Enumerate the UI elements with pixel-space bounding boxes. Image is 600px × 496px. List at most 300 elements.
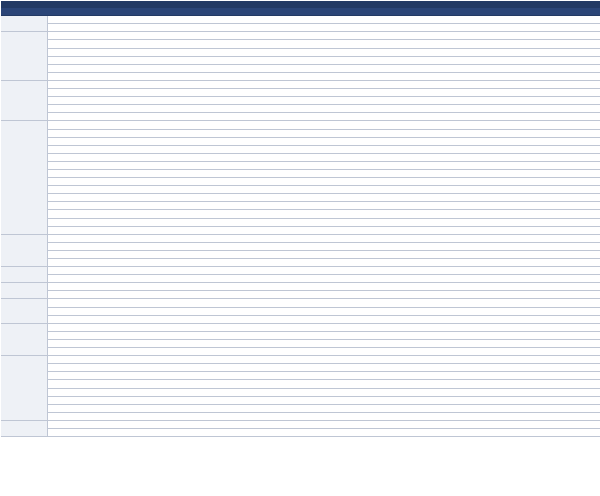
table-row <box>1 153 600 161</box>
ag-eq-cell <box>495 226 533 234</box>
zinc-cell <box>423 40 458 48</box>
number-cell <box>47 40 83 48</box>
number-cell <box>47 153 83 161</box>
silver-cell <box>344 121 388 129</box>
ag-eq-cell <box>495 129 533 137</box>
to-cell <box>193 380 229 388</box>
lead-cell <box>388 323 423 331</box>
from-cell <box>157 72 193 80</box>
silver-cell <box>344 194 388 202</box>
zinc-cell <box>423 202 458 210</box>
zinc-cell <box>423 242 458 250</box>
interval-cell <box>229 275 267 283</box>
lead-cell <box>388 307 423 315</box>
true-width-cell <box>267 299 309 307</box>
gold-cell <box>309 97 344 105</box>
true-width-cell <box>267 356 309 364</box>
ag-eq-cell <box>495 364 533 372</box>
unit-number <box>47 8 83 16</box>
header-label-row <box>1 1 600 8</box>
number-cell <box>47 161 83 169</box>
from-cell <box>157 178 193 186</box>
ag-eq-cell <box>495 218 533 226</box>
ag-eq-cell <box>495 259 533 267</box>
from-cell <box>157 56 193 64</box>
vein-cell <box>533 242 600 250</box>
zinc-cell <box>423 396 458 404</box>
ag-eq-cell <box>495 356 533 364</box>
hole-id-cell <box>83 412 157 420</box>
lead-cell <box>388 283 423 291</box>
to-cell <box>193 161 229 169</box>
platform-cell <box>1 283 47 299</box>
zinc-cell <box>423 356 458 364</box>
lead-cell <box>388 24 423 32</box>
lead-cell <box>388 105 423 113</box>
lead-cell <box>388 32 423 40</box>
ag-eq-cell <box>495 242 533 250</box>
from-cell <box>157 299 193 307</box>
lead-cell <box>388 348 423 356</box>
copper-cell <box>458 80 495 88</box>
silver-cell <box>344 105 388 113</box>
hole-id-cell <box>83 145 157 153</box>
ag-eq-cell <box>495 331 533 339</box>
copper-cell <box>458 226 495 234</box>
gold-cell <box>309 323 344 331</box>
gold-cell <box>309 315 344 323</box>
to-cell <box>193 97 229 105</box>
from-cell <box>157 129 193 137</box>
gold-cell <box>309 48 344 56</box>
copper-cell <box>458 210 495 218</box>
hole-id-cell <box>83 242 157 250</box>
to-cell <box>193 169 229 177</box>
to-cell <box>193 283 229 291</box>
hole-id-cell <box>83 348 157 356</box>
silver-cell <box>344 404 388 412</box>
table-row <box>1 275 600 283</box>
ag-eq-cell <box>495 97 533 105</box>
gold-cell <box>309 356 344 364</box>
to-cell <box>193 412 229 420</box>
zinc-cell <box>423 226 458 234</box>
to-cell <box>193 364 229 372</box>
lead-cell <box>388 210 423 218</box>
from-cell <box>157 267 193 275</box>
hole-id-cell <box>83 169 157 177</box>
silver-cell <box>344 97 388 105</box>
table-row <box>1 97 600 105</box>
table-row <box>1 169 600 177</box>
hole-id-cell <box>83 356 157 364</box>
zinc-cell <box>423 218 458 226</box>
silver-cell <box>344 412 388 420</box>
vein-cell <box>533 72 600 80</box>
ag-eq-cell <box>495 202 533 210</box>
interval-cell <box>229 161 267 169</box>
hole-id-cell <box>83 299 157 307</box>
to-cell <box>193 129 229 137</box>
silver-cell <box>344 396 388 404</box>
silver-cell <box>344 331 388 339</box>
copper-cell <box>458 364 495 372</box>
copper-cell <box>458 315 495 323</box>
table-row <box>1 323 600 331</box>
number-cell <box>47 267 83 275</box>
zinc-cell <box>423 178 458 186</box>
zinc-cell <box>423 145 458 153</box>
gold-cell <box>309 275 344 283</box>
silver-cell <box>344 218 388 226</box>
true-width-cell <box>267 283 309 291</box>
ag-eq-cell <box>495 388 533 396</box>
to-cell <box>193 428 229 436</box>
interval-cell <box>229 259 267 267</box>
from-cell <box>157 275 193 283</box>
to-cell <box>193 137 229 145</box>
from-cell <box>157 315 193 323</box>
vein-cell <box>533 428 600 436</box>
table-row <box>1 259 600 267</box>
lead-cell <box>388 404 423 412</box>
vein-cell <box>533 291 600 299</box>
interval-cell <box>229 24 267 32</box>
to-cell <box>193 234 229 242</box>
table-row <box>1 105 600 113</box>
hole-id-cell <box>83 372 157 380</box>
table-row <box>1 218 600 226</box>
table-row <box>1 339 600 347</box>
table-row <box>1 89 600 97</box>
hole-id-cell <box>83 202 157 210</box>
copper-cell <box>458 388 495 396</box>
lead-cell <box>388 315 423 323</box>
vein-cell <box>533 80 600 88</box>
hole-id-cell <box>83 275 157 283</box>
copper-cell <box>458 420 495 428</box>
to-cell <box>193 153 229 161</box>
to-cell <box>193 307 229 315</box>
hole-id-cell <box>83 283 157 291</box>
ag-eq-cell <box>495 234 533 242</box>
hole-id-cell <box>83 64 157 72</box>
zinc-cell <box>423 331 458 339</box>
col-silver <box>344 1 388 8</box>
from-cell <box>157 24 193 32</box>
copper-cell <box>458 113 495 121</box>
table-row <box>1 412 600 420</box>
platform-cell <box>1 121 47 234</box>
ag-eq-cell <box>495 404 533 412</box>
ag-eq-cell <box>495 372 533 380</box>
gold-cell <box>309 113 344 121</box>
from-cell <box>157 356 193 364</box>
silver-cell <box>344 356 388 364</box>
platform-cell <box>1 267 47 283</box>
gold-cell <box>309 186 344 194</box>
lead-cell <box>388 242 423 250</box>
gold-cell <box>309 388 344 396</box>
from-cell <box>157 348 193 356</box>
to-cell <box>193 331 229 339</box>
silver-cell <box>344 89 388 97</box>
lead-cell <box>388 267 423 275</box>
gold-cell <box>309 24 344 32</box>
lead-cell <box>388 218 423 226</box>
from-cell <box>157 218 193 226</box>
number-cell <box>47 372 83 380</box>
true-width-cell <box>267 186 309 194</box>
table-row <box>1 404 600 412</box>
ag-eq-cell <box>495 420 533 428</box>
hole-id-cell <box>83 32 157 40</box>
to-cell <box>193 291 229 299</box>
copper-cell <box>458 307 495 315</box>
true-width-cell <box>267 48 309 56</box>
copper-cell <box>458 24 495 32</box>
number-cell <box>47 178 83 186</box>
zinc-cell <box>423 323 458 331</box>
lead-cell <box>388 137 423 145</box>
interval-cell <box>229 380 267 388</box>
true-width-cell <box>267 348 309 356</box>
number-cell <box>47 210 83 218</box>
lead-cell <box>388 226 423 234</box>
lead-cell <box>388 420 423 428</box>
table-row <box>1 40 600 48</box>
vein-cell <box>533 64 600 72</box>
number-cell <box>47 218 83 226</box>
gold-cell <box>309 32 344 40</box>
number-cell <box>47 145 83 153</box>
gold-cell <box>309 372 344 380</box>
number-cell <box>47 396 83 404</box>
gold-cell <box>309 178 344 186</box>
interval-cell <box>229 210 267 218</box>
table-row <box>1 16 600 24</box>
col-drill-platform <box>1 1 47 8</box>
silver-cell <box>344 32 388 40</box>
table-row <box>1 64 600 72</box>
ag-eq-cell <box>495 275 533 283</box>
copper-cell <box>458 372 495 380</box>
zinc-cell <box>423 113 458 121</box>
hole-id-cell <box>83 40 157 48</box>
interval-cell <box>229 428 267 436</box>
zinc-cell <box>423 339 458 347</box>
gold-cell <box>309 259 344 267</box>
to-cell <box>193 323 229 331</box>
hole-id-cell <box>83 129 157 137</box>
unit-ag-eq <box>495 8 533 16</box>
lead-cell <box>388 89 423 97</box>
unit-lead <box>388 8 423 16</box>
unit-gold <box>309 8 344 16</box>
interval-cell <box>229 97 267 105</box>
number-cell <box>47 420 83 428</box>
interval-cell <box>229 145 267 153</box>
zinc-cell <box>423 137 458 145</box>
table-row <box>1 80 600 88</box>
zinc-cell <box>423 267 458 275</box>
true-width-cell <box>267 267 309 275</box>
copper-cell <box>458 283 495 291</box>
silver-cell <box>344 348 388 356</box>
ag-eq-cell <box>495 153 533 161</box>
hole-id-cell <box>83 234 157 242</box>
hole-id-cell <box>83 250 157 258</box>
silver-cell <box>344 283 388 291</box>
copper-cell <box>458 178 495 186</box>
ag-eq-cell <box>495 56 533 64</box>
hole-id-cell <box>83 48 157 56</box>
table-row <box>1 291 600 299</box>
zinc-cell <box>423 80 458 88</box>
lead-cell <box>388 113 423 121</box>
col-number <box>47 1 83 8</box>
to-cell <box>193 267 229 275</box>
copper-cell <box>458 428 495 436</box>
from-cell <box>157 259 193 267</box>
silver-cell <box>344 113 388 121</box>
interval-cell <box>229 169 267 177</box>
zinc-cell <box>423 404 458 412</box>
interval-cell <box>229 356 267 364</box>
copper-cell <box>458 339 495 347</box>
table-row <box>1 161 600 169</box>
from-cell <box>157 89 193 97</box>
true-width-cell <box>267 161 309 169</box>
no-significant-results-cell <box>157 64 533 72</box>
hole-id-cell <box>83 388 157 396</box>
to-cell <box>193 339 229 347</box>
copper-cell <box>458 145 495 153</box>
table-row <box>1 356 600 364</box>
table-row <box>1 348 600 356</box>
from-cell <box>157 428 193 436</box>
zinc-cell <box>423 169 458 177</box>
silver-cell <box>344 323 388 331</box>
vein-cell <box>533 129 600 137</box>
lead-cell <box>388 56 423 64</box>
zinc-cell <box>423 428 458 436</box>
gold-cell <box>309 105 344 113</box>
number-cell <box>47 56 83 64</box>
copper-cell <box>458 153 495 161</box>
table-row <box>1 380 600 388</box>
from-cell <box>157 396 193 404</box>
table-row <box>1 121 600 129</box>
interval-cell <box>229 16 267 24</box>
interval-cell <box>229 404 267 412</box>
ag-eq-cell <box>495 169 533 177</box>
zinc-cell <box>423 380 458 388</box>
interval-cell <box>229 89 267 97</box>
from-cell <box>157 202 193 210</box>
table-row <box>1 242 600 250</box>
hole-id-cell <box>83 364 157 372</box>
vein-cell <box>533 267 600 275</box>
table-row <box>1 129 600 137</box>
gold-cell <box>309 283 344 291</box>
gold-cell <box>309 299 344 307</box>
interval-cell <box>229 323 267 331</box>
hole-id-cell <box>83 259 157 267</box>
gold-cell <box>309 194 344 202</box>
lead-cell <box>388 275 423 283</box>
vein-cell <box>533 56 600 64</box>
interval-cell <box>229 202 267 210</box>
copper-cell <box>458 259 495 267</box>
gold-cell <box>309 161 344 169</box>
vein-cell <box>533 218 600 226</box>
number-cell <box>47 169 83 177</box>
from-cell <box>157 186 193 194</box>
vein-cell <box>533 210 600 218</box>
platform-cell <box>1 420 47 436</box>
zinc-cell <box>423 388 458 396</box>
copper-cell <box>458 267 495 275</box>
number-cell <box>47 388 83 396</box>
lead-cell <box>388 259 423 267</box>
table-row <box>1 194 600 202</box>
vein-cell <box>533 404 600 412</box>
lead-cell <box>388 16 423 24</box>
silver-cell <box>344 137 388 145</box>
copper-cell <box>458 291 495 299</box>
to-cell <box>193 226 229 234</box>
table-row <box>1 72 600 80</box>
interval-cell <box>229 348 267 356</box>
zinc-cell <box>423 275 458 283</box>
hole-id-cell <box>83 137 157 145</box>
table-row <box>1 226 600 234</box>
copper-cell <box>458 194 495 202</box>
interval-cell <box>229 339 267 347</box>
silver-cell <box>344 48 388 56</box>
true-width-cell <box>267 129 309 137</box>
silver-cell <box>344 372 388 380</box>
copper-cell <box>458 48 495 56</box>
ag-eq-cell <box>495 80 533 88</box>
number-cell <box>47 307 83 315</box>
lead-cell <box>388 356 423 364</box>
vein-cell <box>533 380 600 388</box>
from-cell <box>157 32 193 40</box>
true-width-cell <box>267 137 309 145</box>
ag-eq-cell <box>495 307 533 315</box>
vein-cell <box>533 388 600 396</box>
gold-cell <box>309 404 344 412</box>
copper-cell <box>458 412 495 420</box>
table-row <box>1 234 600 242</box>
copper-cell <box>458 202 495 210</box>
lead-cell <box>388 396 423 404</box>
zinc-cell <box>423 89 458 97</box>
to-cell <box>193 48 229 56</box>
interval-cell <box>229 412 267 420</box>
table-header <box>1 1 600 16</box>
true-width-cell <box>267 40 309 48</box>
number-cell <box>47 331 83 339</box>
hole-id-cell <box>83 105 157 113</box>
to-cell <box>193 121 229 129</box>
vein-cell <box>533 331 600 339</box>
true-width-cell <box>267 412 309 420</box>
vein-cell <box>533 105 600 113</box>
true-width-cell <box>267 323 309 331</box>
